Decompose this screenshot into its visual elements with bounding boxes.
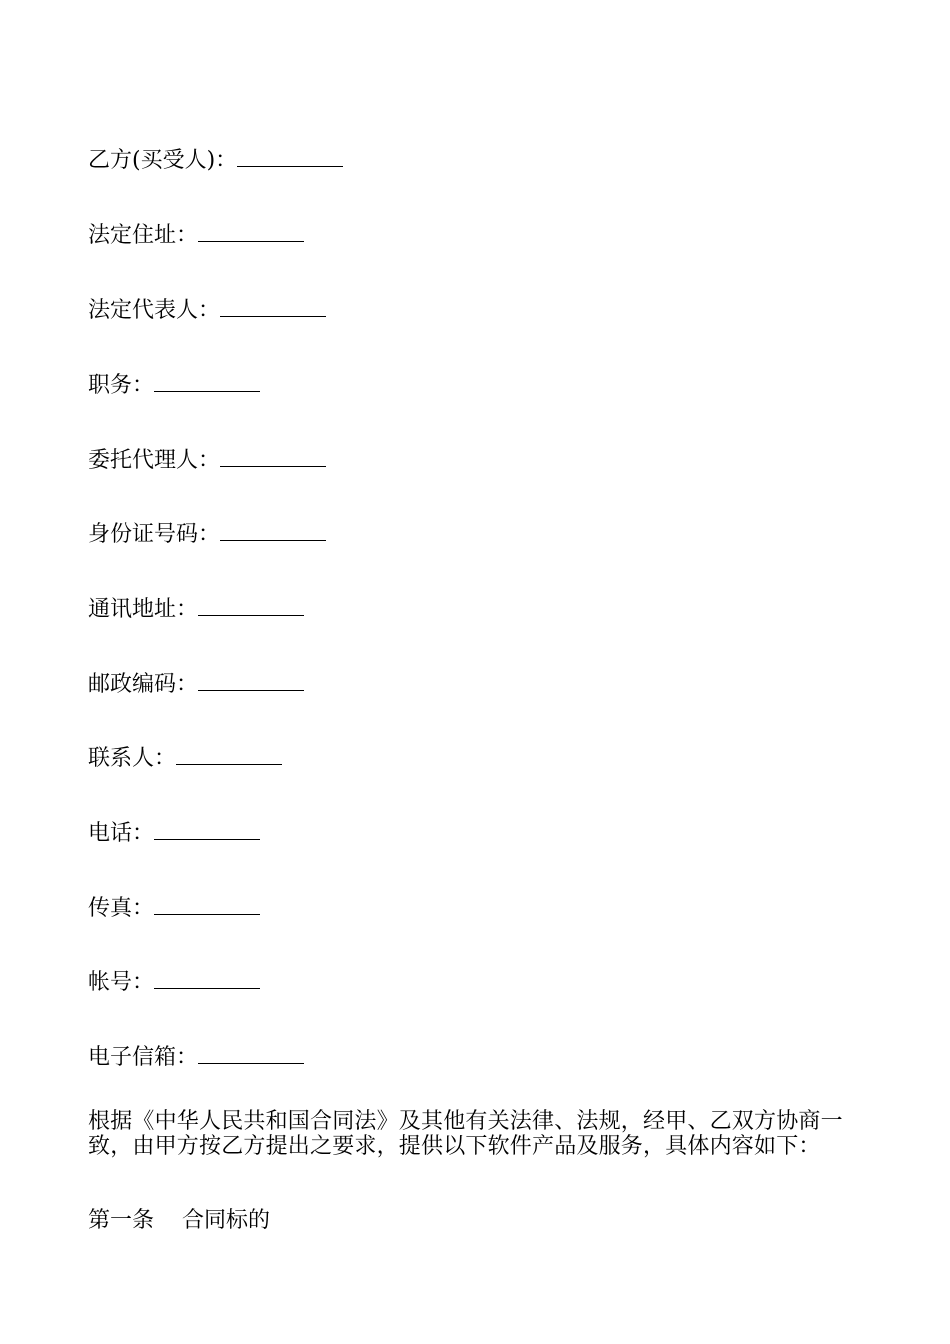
field-label: 职务： <box>88 373 155 398</box>
fill-blank[interactable] <box>198 1045 304 1064</box>
fill-blank[interactable] <box>237 148 343 167</box>
field-label: 委托代理人： <box>88 448 221 473</box>
field-label: 联系人： <box>88 746 177 771</box>
field-label: 身份证号码： <box>88 522 221 547</box>
intro-paragraph: 根据《中华人民共和国合同法》及其他有关法律、法规，经甲、乙双方协商一致，由甲方按乙方提出之要求，提供以下软件产品及服务，具体内容如下： <box>88 1109 843 1159</box>
field-label: 法定住址： <box>88 223 199 248</box>
field-email <box>88 1045 304 1071</box>
field-contact-person <box>88 746 282 772</box>
fill-blank[interactable] <box>154 896 260 915</box>
field-account <box>88 970 260 996</box>
article-title: 合同标的 <box>182 1208 271 1233</box>
fill-blank[interactable] <box>154 821 260 840</box>
fill-blank[interactable] <box>154 373 260 392</box>
article-number: 第一条 <box>88 1208 155 1233</box>
fill-blank[interactable] <box>220 298 326 317</box>
field-fax <box>88 896 260 922</box>
field-label: 电话： <box>88 821 155 846</box>
fill-blank[interactable] <box>176 746 282 765</box>
field-legal-address <box>88 223 304 249</box>
field-label: 帐号： <box>88 970 155 995</box>
field-label: 邮政编码： <box>88 672 199 697</box>
fill-blank[interactable] <box>198 597 304 616</box>
fill-blank[interactable] <box>154 970 260 989</box>
field-postal-code <box>88 672 304 698</box>
field-id-number <box>88 522 326 548</box>
article-heading <box>88 1208 270 1234</box>
field-label: 传真： <box>88 896 155 921</box>
field-label: 通讯地址： <box>88 597 199 622</box>
field-party-b <box>88 148 343 174</box>
field-mailing-address <box>88 597 304 623</box>
fill-blank[interactable] <box>220 448 326 467</box>
field-label: 乙方(买受人)： <box>88 148 238 173</box>
field-phone <box>88 821 260 847</box>
fill-blank[interactable] <box>198 223 304 242</box>
field-label: 电子信箱： <box>88 1045 199 1070</box>
field-authorized-agent <box>88 448 326 474</box>
fill-blank[interactable] <box>220 522 326 541</box>
field-label: 法定代表人： <box>88 298 221 323</box>
field-legal-representative <box>88 298 326 324</box>
fill-blank[interactable] <box>198 672 304 691</box>
field-position <box>88 373 260 399</box>
